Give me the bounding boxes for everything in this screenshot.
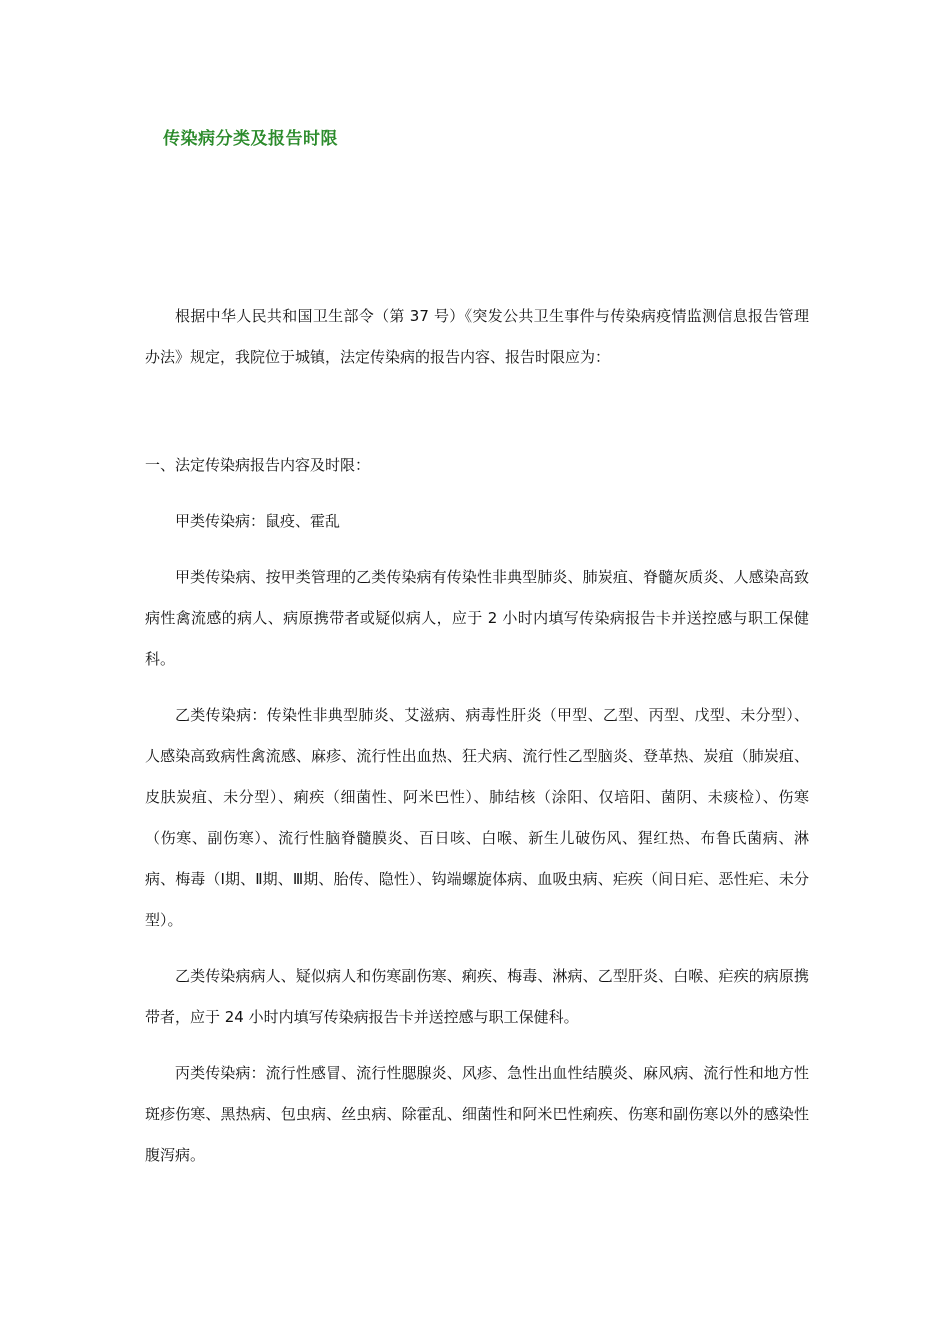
- section-heading: 一、法定传染病报告内容及时限：: [145, 456, 371, 474]
- class-b-report-paragraph: 乙类传染病病人、疑似病人和伤寒副伤寒、痢疾、梅毒、淋病、乙型肝炎、白喉、疟疾的病原携带者，应于 24 小时内填写传染病报告卡并送控感与职工保健科。: [145, 967, 809, 1026]
- class-a-report-paragraph: 甲类传染病、按甲类管理的乙类传染病有传染性非典型肺炎、肺炭疽、脊髓灰质炎、人感染高致病性禽流感的病人、病原携带者或疑似病人，应于 2 小时内填写传染病报告卡并送控感与职工保健科。: [145, 568, 809, 668]
- class-a-list-paragraph: 甲类传染病：鼠疫、霍乱: [175, 512, 341, 530]
- intro-paragraph: 根据中华人民共和国卫生部令（第 37 号）《突发公共卫生事件与传染病疫情监测信息报告管理办法》规定，我院位于城镇，法定传染病的报告内容、报告时限应为：: [145, 307, 809, 366]
- class-b-list-paragraph: 乙类传染病：传染性非典型肺炎、艾滋病、病毒性肝炎（甲型、乙型、丙型、戊型、未分型）、人感染高致病性禽流感、麻疹、流行性出血热、狂犬病、流行性乙型脑炎、登革热、炭疽（肺炭疽、皮肤炭疽、未分型）、痢疾（细菌性、阿米巴性）、肺结核（涂阳、仅培阳、菌阴、未痰检）、伤寒（伤寒、副伤寒）、流行性脑脊髓膜炎、百日咳、白喉、新生儿破伤风、猩红热、布鲁氏菌病、淋病、梅毒（Ⅰ期、Ⅱ期、Ⅲ期、胎传、隐性）、钩端螺旋体病、血吸虫病、疟疾（间日疟、恶性疟、未分型）。: [145, 706, 809, 929]
- document-title: 传染病分类及报告时限: [163, 129, 338, 149]
- class-c-list-paragraph: 丙类传染病：流行性感冒、流行性腮腺炎、风疹、急性出血性结膜炎、麻风病、流行性和地方性斑疹伤寒、黑热病、包虫病、丝虫病、除霍乱、细菌性和阿米巴性痢疾、伤寒和副伤寒以外的感染性腹泻病。: [145, 1064, 809, 1164]
- document-body: [145, 296, 809, 1191]
